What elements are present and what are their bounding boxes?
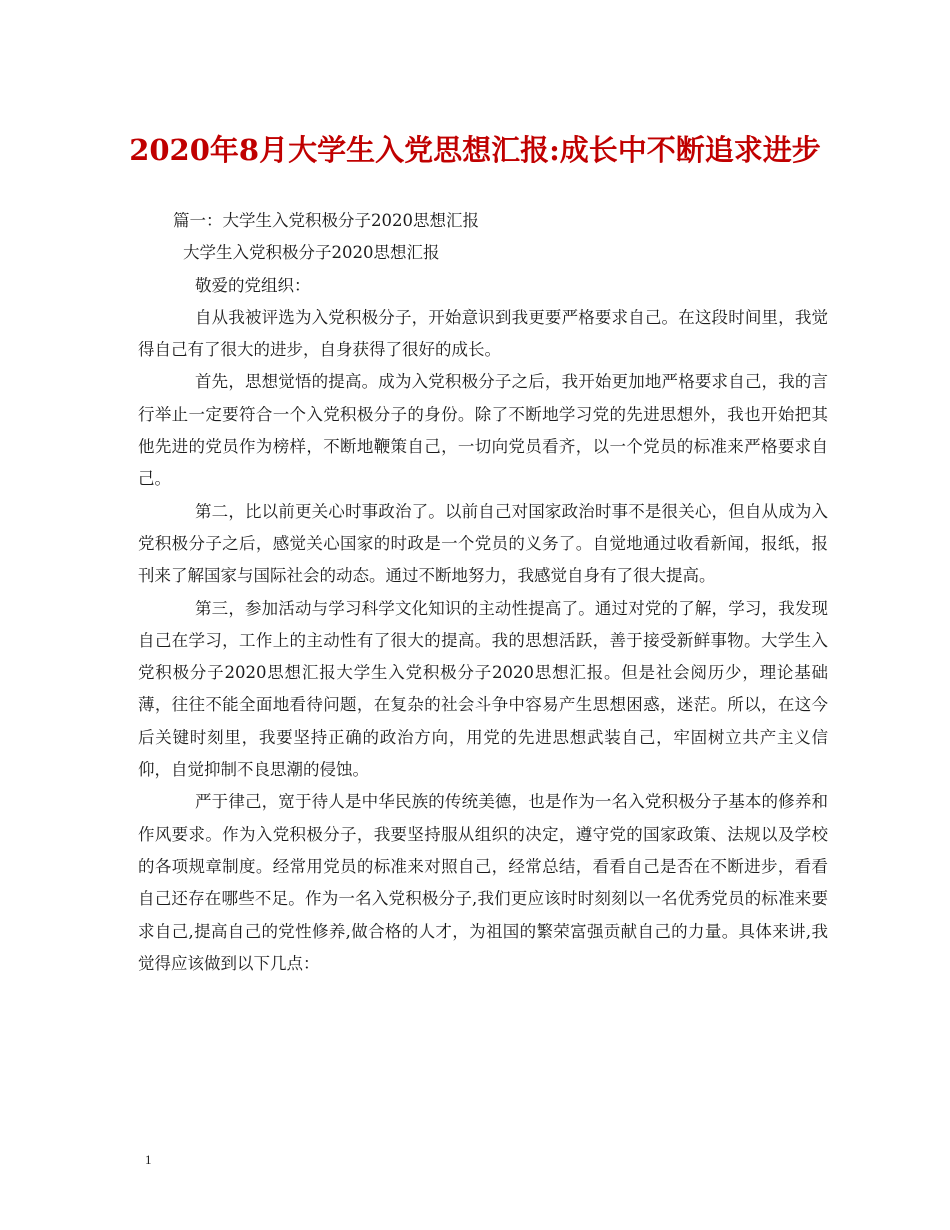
paragraph-3: 第二，比以前更关心时事政治了。以前自己对国家政治时事不是很关心，但自从成为入党积极分子之后，感觉关心国家的时政是一个党员的义务了。自觉地通过收看新闻，报纸，报刊来了解国家与国际社会的动态。通过不断地努力，我感觉自身有了很大提高。 xyxy=(138,501,828,586)
document-body xyxy=(138,205,828,980)
page-number: 1 xyxy=(145,1152,152,1167)
paragraph-1: 自从我被评选为入党积极分子，开始意识到我更要严格要求自己。在这段时间里，我觉得自己有了很大的进步，自身获得了很好的成长。 xyxy=(138,307,828,360)
salutation: 敬爱的党组织： xyxy=(195,275,311,295)
sub-heading: 大学生入党积极分子2020思想汇报 xyxy=(183,243,440,263)
paragraph-2: 首先，思想觉悟的提高。成为入党积极分子之后，我开始更加地严格要求自己，我的言行举止一定要符合一个入党积极分子的身份。除了不断地学习党的先进思想外，我也开始把其他先进的党员作为榜样，不断地鞭策自己，一切向党员看齐，以一个党员的标准来严格要求自己。 xyxy=(138,372,828,489)
paragraph-4: 第三，参加活动与学习科学文化知识的主动性提高了。通过对党的了解，学习，我发现自己在学习，工作上的主动性有了很大的提高。我的思想活跃，善于接受新鲜事物。大学生入党积极分子2020思想汇报大学生入党积极分子2020思想汇报。但是社会阅历少，理论基础薄，往往不能全面地看待问题，在复杂的社会斗争中容易产生思想困惑，迷茫。所以，在这今后关键时刻里，我要坚持正确的政治方向，用党的先进思想武装自己，牢固树立共产主义信仰，自觉抑制不良思潮的侵蚀。 xyxy=(138,598,828,780)
paragraph-5: 严于律己，宽于待人是中华民族的传统美德，也是作为一名入党积极分子基本的修养和作风要求。作为入党积极分子，我要坚持服从组织的决定，遵守党的国家政策、法规以及学校的各项规章制度。经常用党员的标准来对照自己，经常总结，看看自己是否在不断进步，看看自己还存在哪些不足。作为一名入党积极分子,我们更应该时时刻刻以一名优秀党员的标准来要求自己,提高自己的党性修养,做合格的人才，为祖国的繁荣富强贡献自己的力量。具体来讲,我觉得应该做到以下几点： xyxy=(138,792,828,973)
section-heading: 篇一：大学生入党积极分子2020思想汇报 xyxy=(173,211,479,230)
document-title: 2020年8月大学生入党思想汇报:成长中不断追求进步 xyxy=(129,133,821,167)
